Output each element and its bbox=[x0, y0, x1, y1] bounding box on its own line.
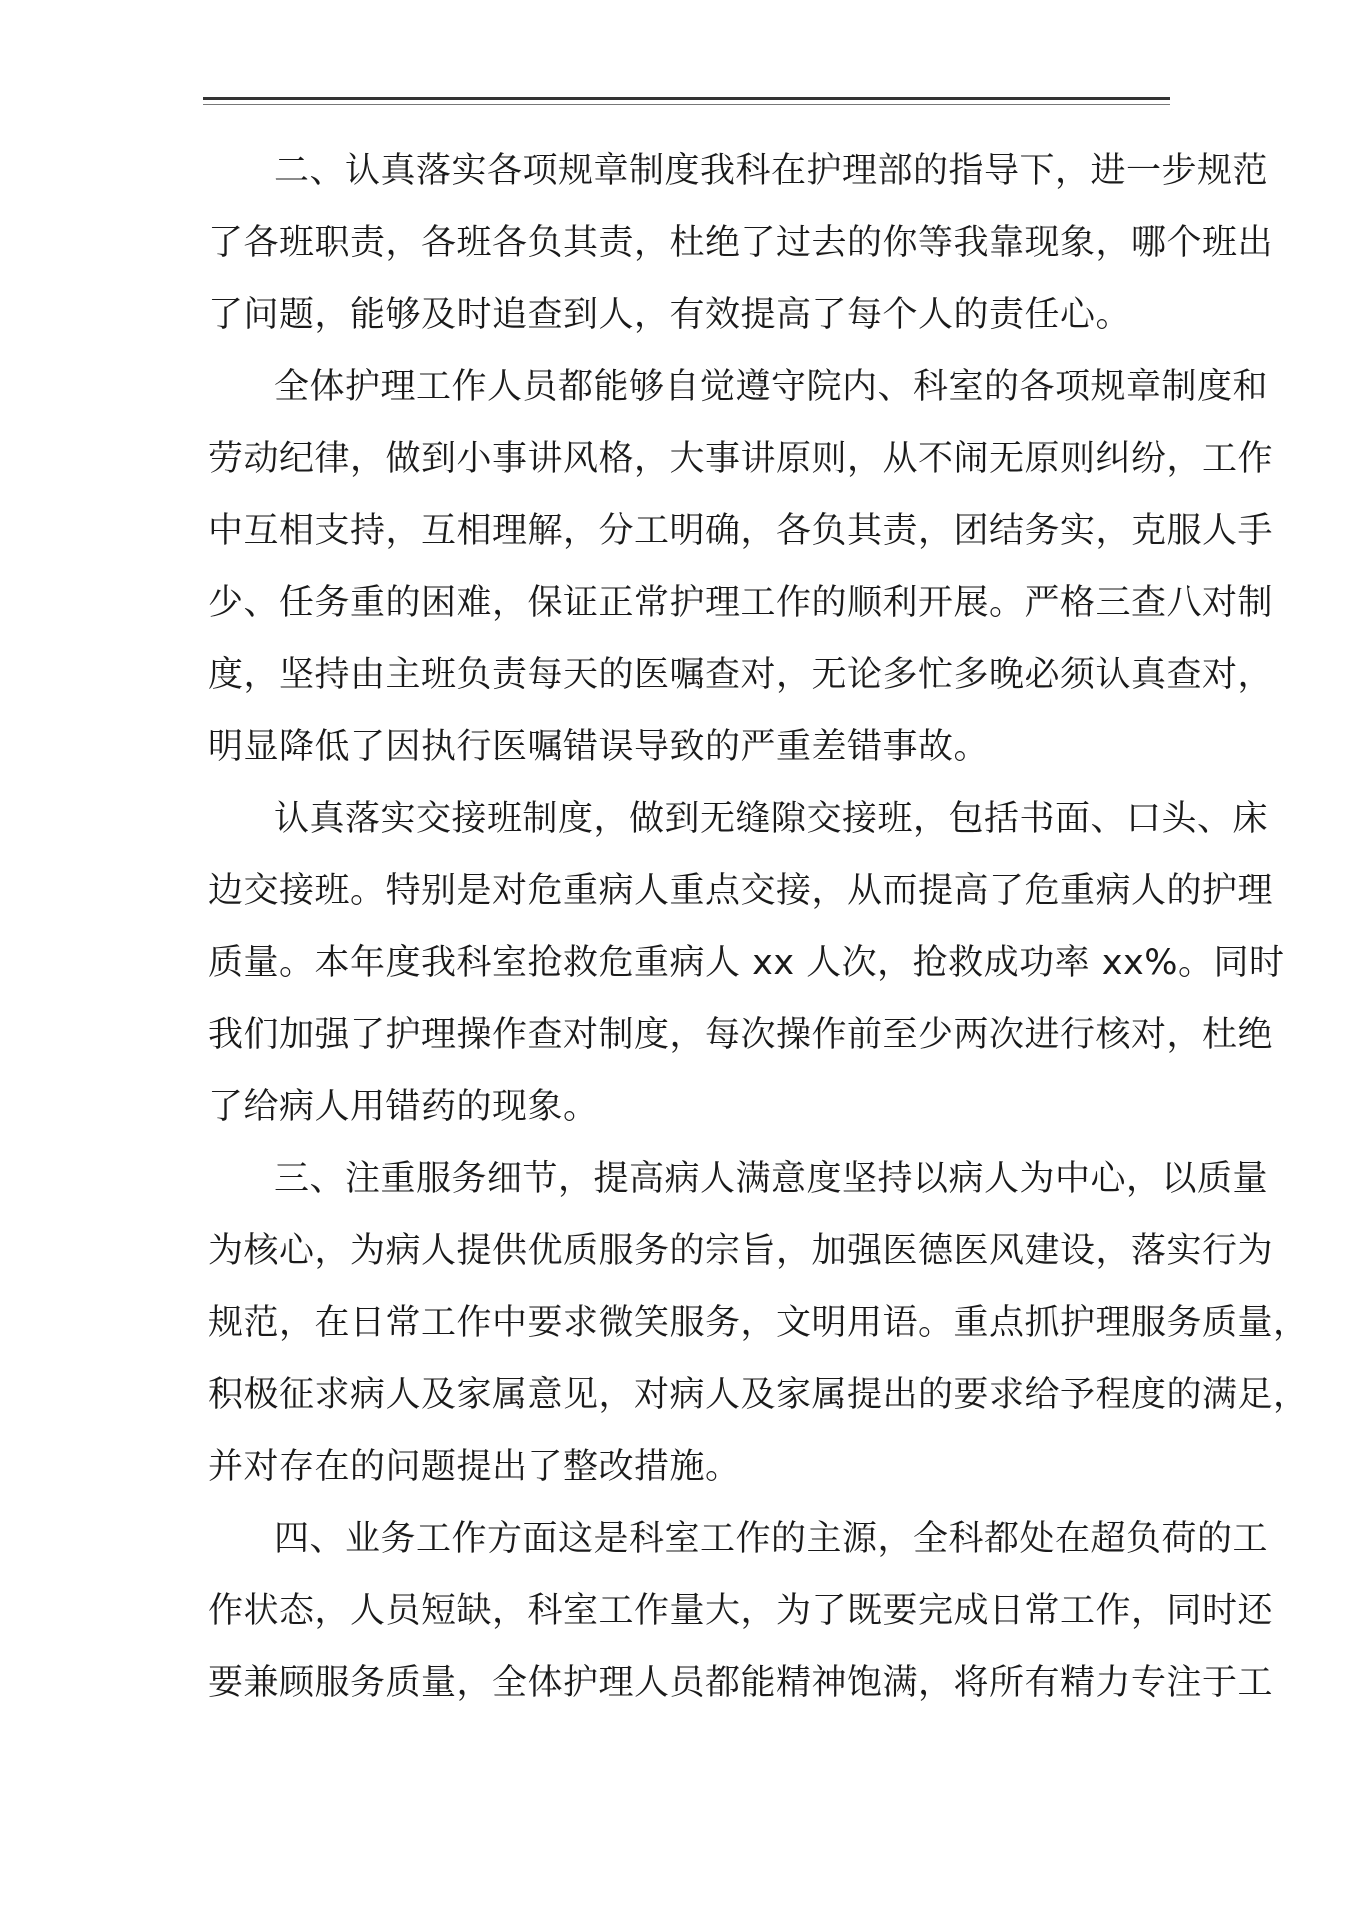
text-line: 明显降低了因执行医嘱错误导致的严重差错事故。 bbox=[208, 727, 990, 767]
text-line: 二、认真落实各项规章制度我科在护理部的指导下，进一步规范 bbox=[274, 151, 1269, 191]
text-line: 了问题，能够及时追查到人，有效提高了每个人的责任心。 bbox=[208, 295, 1132, 335]
text-line: 边交接班。特别是对危重病人重点交接，从而提高了危重病人的护理 bbox=[208, 871, 1274, 911]
text-line: 四、业务工作方面这是科室工作的主源，全科都处在超负荷的工 bbox=[274, 1519, 1269, 1559]
text-line: 了给病人用错药的现象。 bbox=[208, 1087, 599, 1127]
text-line: 三、注重服务细节，提高病人满意度坚持以病人为中心，以质量 bbox=[274, 1159, 1269, 1199]
text-line: 了各班职责，各班各负其责，杜绝了过去的你等我靠现象，哪个班出 bbox=[208, 223, 1274, 263]
text-line: 要兼顾服务质量，全体护理人员都能精神饱满，将所有精力专注于工 bbox=[208, 1663, 1274, 1703]
document-body bbox=[208, 135, 1309, 1719]
text-line: 规范，在日常工作中要求微笑服务，文明用语。重点抓护理服务质量， bbox=[208, 1303, 1309, 1343]
text-line: 质量。本年度我科室抢救危重病人 xx 人次，抢救成功率 xx%。同时 bbox=[208, 943, 1285, 983]
text-line: 认真落实交接班制度，做到无缝隙交接班，包括书面、口头、床 bbox=[274, 799, 1269, 839]
text-line: 作状态，人员短缺，科室工作量大，为了既要完成日常工作，同时还 bbox=[208, 1591, 1274, 1631]
text-line: 劳动纪律，做到小事讲风格，大事讲原则，从不闹无原则纠纷，工作 bbox=[208, 439, 1274, 479]
text-line: 并对存在的问题提出了整改措施。 bbox=[208, 1447, 741, 1487]
paragraph-service-details bbox=[208, 1143, 1309, 1503]
text-line: 中互相支持，互相理解，分工明确，各负其责，团结务实，克服人手 bbox=[208, 511, 1274, 551]
paragraph-business-work bbox=[208, 1503, 1274, 1719]
text-line: 为核心，为病人提供优质服务的宗旨，加强医德医风建设，落实行为 bbox=[208, 1231, 1274, 1271]
text-line: 我们加强了护理操作查对制度，每次操作前至少两次进行核对，杜绝 bbox=[208, 1015, 1274, 1055]
text-line: 少、任务重的困难，保证正常护理工作的顺利开展。严格三查八对制 bbox=[208, 583, 1274, 623]
header-rule bbox=[203, 97, 1170, 105]
paragraph-rules-implementation bbox=[208, 135, 1274, 351]
text-line: 积极征求病人及家属意见，对病人及家属提出的要求给予程度的满足， bbox=[208, 1375, 1309, 1415]
paragraph-shift-handover bbox=[208, 783, 1285, 1143]
paragraph-discipline bbox=[208, 351, 1274, 783]
text-line: 度，坚持由主班负责每天的医嘱查对，无论多忙多晚必须认真查对， bbox=[208, 655, 1274, 695]
text-line: 全体护理工作人员都能够自觉遵守院内、科室的各项规章制度和 bbox=[274, 367, 1269, 407]
